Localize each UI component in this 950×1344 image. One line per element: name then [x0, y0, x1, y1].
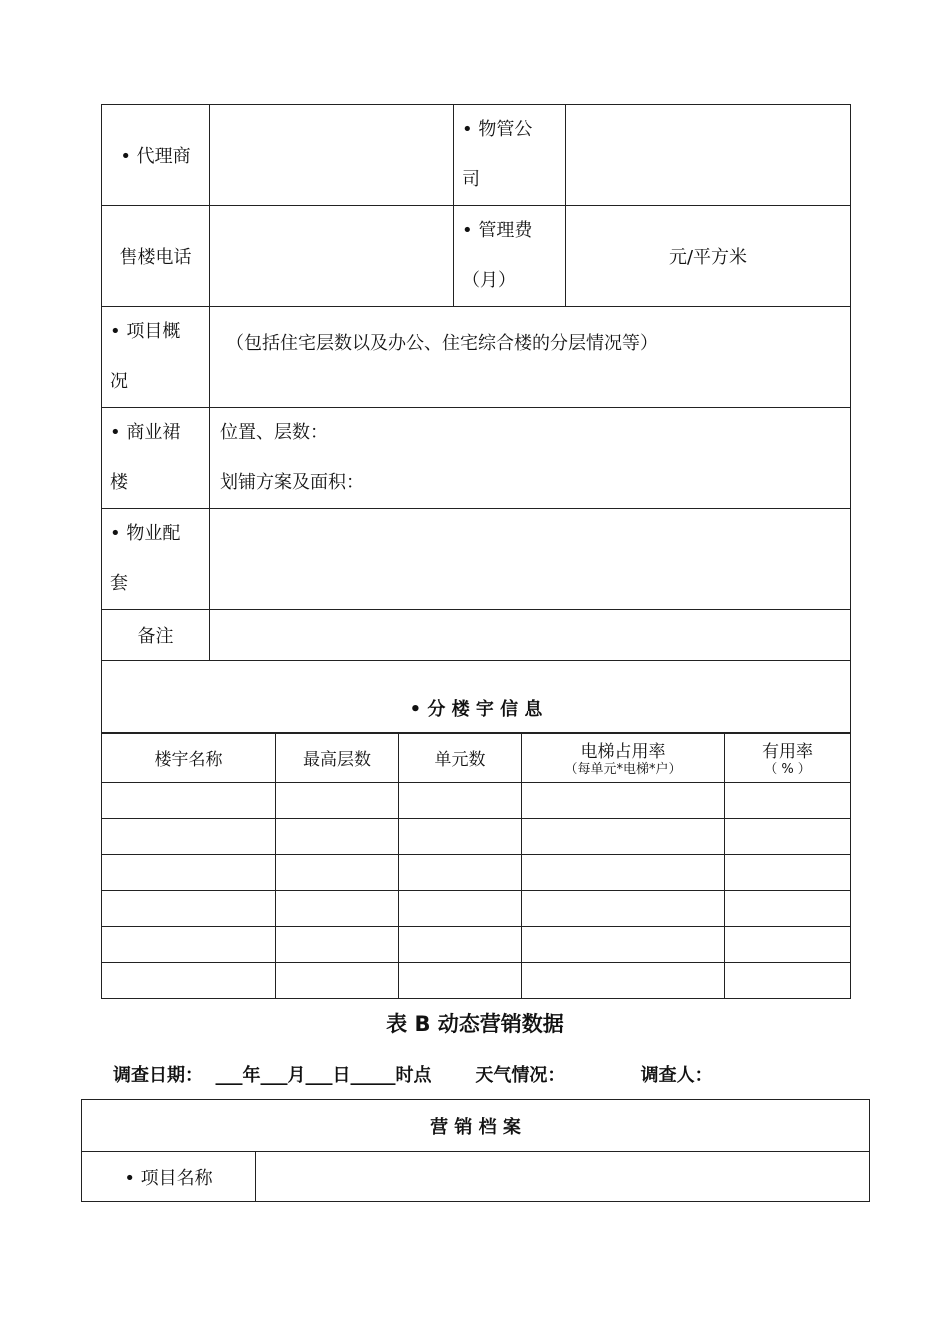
pm-company-label: [454, 105, 566, 206]
cell-units[interactable]: [399, 855, 522, 891]
mgmt-fee-label-line1: • 管理费: [462, 220, 533, 241]
remarks-label: 备注: [102, 610, 210, 661]
pm-company-field[interactable]: [566, 105, 851, 206]
cell-units[interactable]: [399, 819, 522, 855]
mgmt-fee-field[interactable]: [566, 206, 851, 307]
pm-company-label-line2: 司: [462, 169, 480, 190]
podium-position-floors: 位置、层数：: [220, 422, 328, 443]
table-b-title: 表 B 动态营销数据: [386, 1012, 564, 1036]
podium-label: [102, 408, 210, 509]
cell-max-floors[interactable]: [276, 855, 399, 891]
cell-building-name[interactable]: [102, 927, 276, 963]
cell-usable-rate[interactable]: [725, 891, 851, 927]
remarks-field[interactable]: [210, 610, 851, 661]
cell-usable-rate[interactable]: [725, 927, 851, 963]
cell-max-floors[interactable]: [276, 927, 399, 963]
overview-label: [102, 307, 210, 408]
cell-elevator-ratio[interactable]: [522, 927, 725, 963]
cell-units[interactable]: [399, 783, 522, 819]
sales-phone-label: 售楼电话: [102, 206, 210, 307]
table-row: [102, 927, 851, 963]
marketing-archive-table: [81, 1099, 870, 1202]
header-max-floors-main: 最高层数: [303, 750, 371, 770]
agent-label: • 代理商: [102, 105, 210, 206]
building-table: [101, 732, 851, 999]
cell-units[interactable]: [399, 891, 522, 927]
archive-title: 营 销 档 案: [82, 1100, 870, 1152]
cell-max-floors[interactable]: [276, 963, 399, 999]
header-usable-rate-main: 有用率: [762, 742, 813, 762]
cell-elevator-ratio[interactable]: [522, 819, 725, 855]
mgmt-fee-label-line2: （月）: [462, 270, 516, 291]
cell-building-name[interactable]: [102, 855, 276, 891]
cell-usable-rate[interactable]: [725, 819, 851, 855]
cell-max-floors[interactable]: [276, 891, 399, 927]
header-elevator-ratio-main: 电梯占用率: [580, 742, 666, 762]
facility-label: [102, 509, 210, 610]
podium-label-line2: 楼: [110, 472, 128, 493]
building-table-header: [102, 733, 851, 783]
mgmt-fee-label: [454, 206, 566, 307]
overview-hint: （包括住宅层数以及办公、住宅综合楼的分层情况等）: [226, 333, 658, 354]
podium-label-line1: • 商业裙: [110, 422, 181, 443]
cell-building-name[interactable]: [102, 819, 276, 855]
overview-label-line2: 况: [110, 371, 128, 392]
cell-units[interactable]: [399, 927, 522, 963]
header-max-floors: [276, 733, 399, 783]
building-info-title: • 分 楼 宇 信 息: [102, 661, 851, 734]
table-row: [102, 963, 851, 999]
table-row: [102, 891, 851, 927]
header-building-name-main: 楼宇名称: [154, 750, 223, 770]
overview-field[interactable]: [210, 307, 851, 408]
header-units-main: 单元数: [434, 750, 486, 770]
facility-field[interactable]: [210, 509, 851, 610]
table-row: [102, 819, 851, 855]
cell-units[interactable]: [399, 963, 522, 999]
cell-elevator-ratio[interactable]: [522, 891, 725, 927]
podium-field[interactable]: [210, 408, 851, 509]
cell-elevator-ratio[interactable]: [522, 963, 725, 999]
overview-label-line1: • 项目概: [110, 321, 181, 342]
header-units: [399, 733, 522, 783]
cell-building-name[interactable]: [102, 891, 276, 927]
agent-field[interactable]: [210, 105, 454, 206]
header-usable-rate-sub: （ % ）: [764, 762, 811, 777]
cell-usable-rate[interactable]: [725, 855, 851, 891]
cell-max-floors[interactable]: [276, 819, 399, 855]
header-elevator-ratio: [522, 733, 725, 783]
cell-elevator-ratio[interactable]: [522, 855, 725, 891]
cell-building-name[interactable]: [102, 783, 276, 819]
facility-label-line1: • 物业配: [110, 523, 181, 544]
sales-phone-field[interactable]: [210, 206, 454, 307]
project-name-field[interactable]: [256, 1152, 870, 1202]
header-elevator-ratio-sub: （每单元*电梯*户）: [564, 762, 682, 777]
mgmt-fee-unit: 元/平方米: [668, 247, 748, 268]
header-usable-rate: [725, 733, 851, 783]
pm-company-label-line1: • 物管公: [462, 119, 533, 140]
header-building-name: [102, 733, 276, 783]
project-info-table: [101, 104, 851, 734]
podium-shop-plan-area: 划铺方案及面积：: [220, 472, 364, 493]
survey-info-line: 调查日期： ___年___月___日_____时点 天气情况： 调查人：: [113, 1065, 713, 1086]
cell-elevator-ratio[interactable]: [522, 783, 725, 819]
project-name-label: • 项目名称: [82, 1152, 256, 1202]
cell-building-name[interactable]: [102, 963, 276, 999]
facility-label-line2: 套: [110, 573, 128, 594]
table-row: [102, 855, 851, 891]
cell-max-floors[interactable]: [276, 783, 399, 819]
cell-usable-rate[interactable]: [725, 963, 851, 999]
table-row: [102, 783, 851, 819]
cell-usable-rate[interactable]: [725, 783, 851, 819]
